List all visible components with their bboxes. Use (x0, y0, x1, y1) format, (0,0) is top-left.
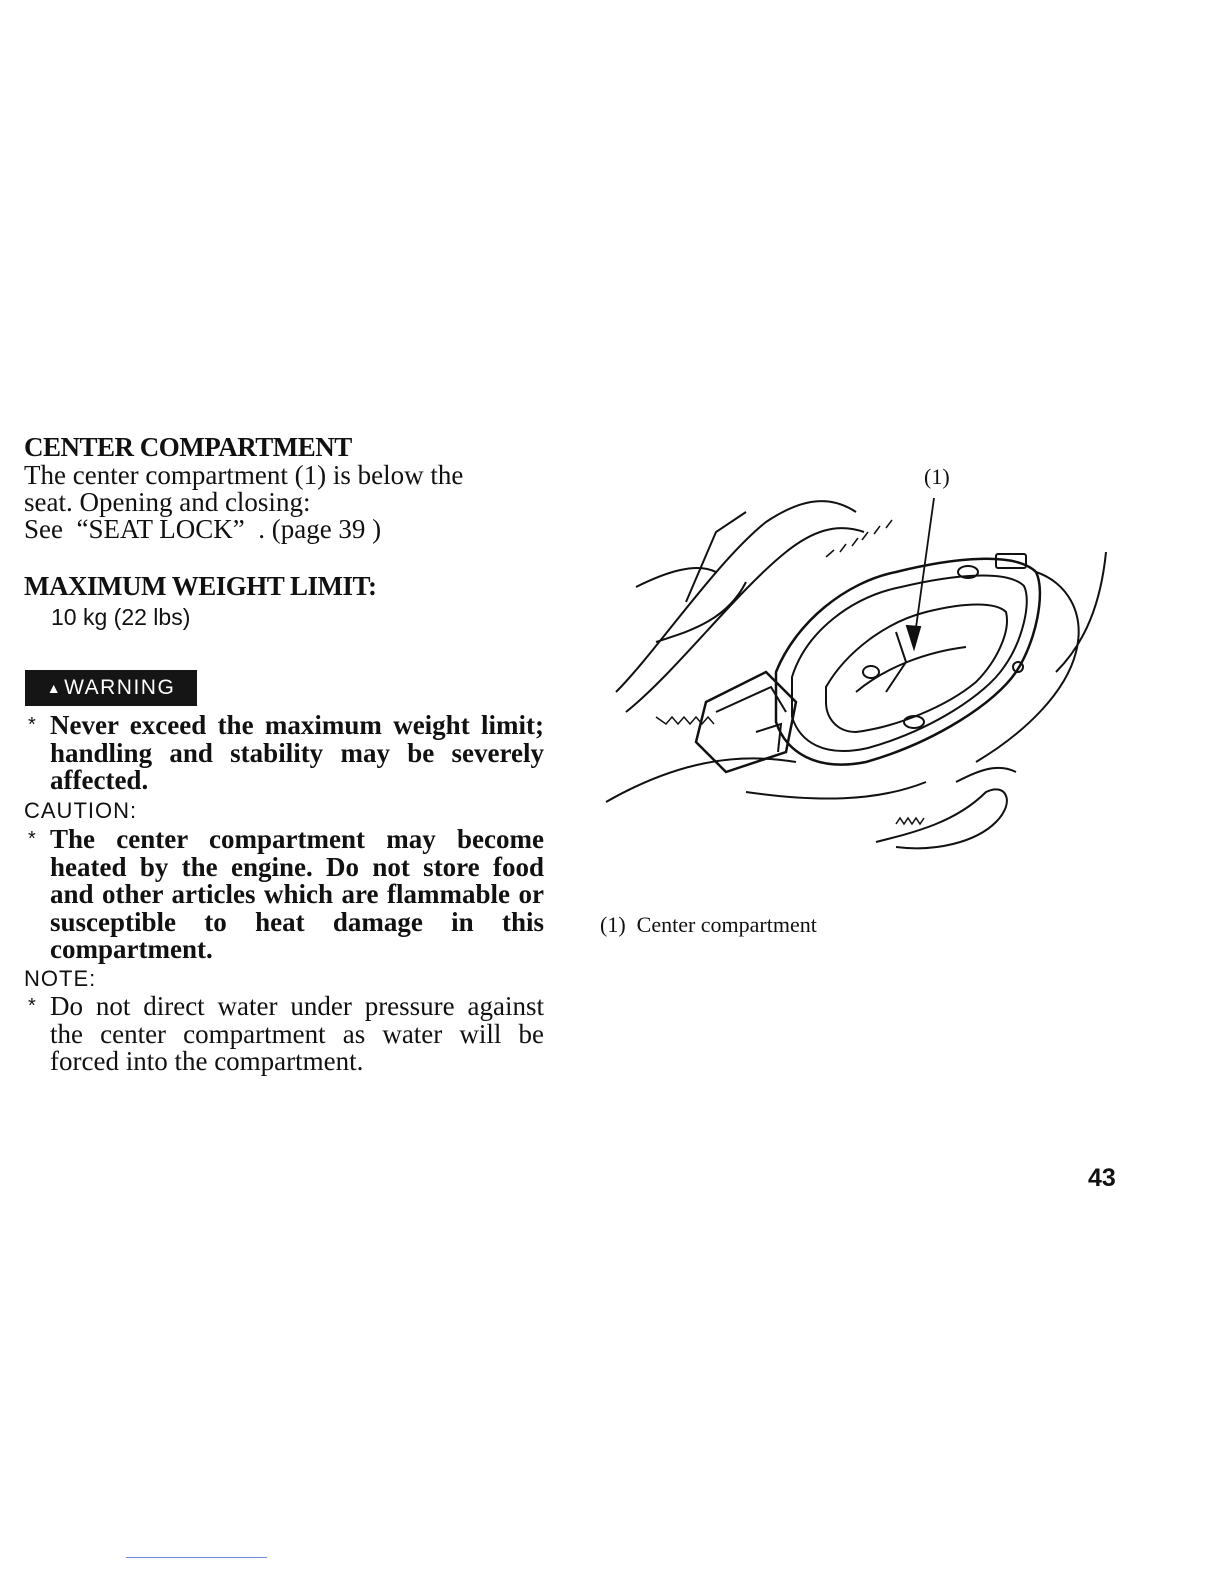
weight-limit-title: MAXIMUM WEIGHT LIMIT: (24, 571, 377, 601)
figure-caption: (1) Center compartment (600, 912, 817, 937)
bullet-icon: * (28, 828, 36, 850)
intro-line-1: The center compartment (1) is below the (24, 460, 464, 490)
warning-label: WARNING (64, 676, 176, 699)
bottom-rule (126, 1557, 267, 1558)
bullet-icon: * (28, 714, 36, 736)
warning-item (28, 712, 544, 795)
intro-line-2: seat. Opening and closing: (24, 487, 311, 517)
note-item (28, 993, 544, 1076)
warning-badge (25, 670, 197, 706)
caution-text: The center compartment may become heated by the engine. Do not store food and other articles which are flammable or susceptible to heat damage in this compartment. (50, 824, 544, 964)
section-title: CENTER COMPARTMENT (24, 432, 352, 462)
arrow-head-icon (907, 626, 920, 648)
figure-callout: (1) (924, 464, 950, 489)
center-compartment-illustration (596, 462, 1116, 882)
page-number: 43 (1088, 1164, 1116, 1192)
caution-label: CAUTION: (24, 798, 138, 823)
note-text: Do not direct water under pressure against the center compartment as water will be forced into the compartment. (50, 991, 544, 1076)
seat-lock-reference: See “SEAT LOCK” . (page 39 ) (24, 514, 382, 544)
warning-triangle-icon: ▲ (46, 680, 63, 696)
weight-limit-value: 10 kg (22 lbs) (51, 604, 191, 630)
caution-item (28, 826, 544, 964)
bullet-icon: * (28, 995, 36, 1017)
text-column (24, 432, 544, 631)
front-box (696, 672, 796, 772)
callout-leader-line (914, 498, 934, 642)
warning-text: Never exceed the maximum weight limit; handling and stability may be severely affected. (50, 710, 544, 795)
note-label: NOTE: (24, 966, 97, 991)
